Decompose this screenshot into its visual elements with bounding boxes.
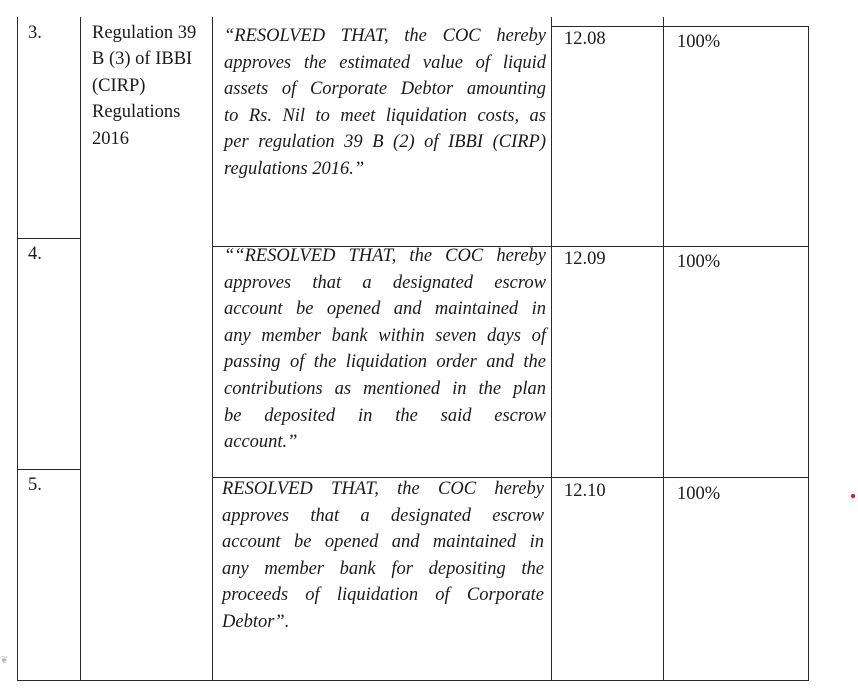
- red-ink-dot: [851, 494, 855, 498]
- column-divider-serial: [80, 17, 81, 681]
- table-border-bottom: [17, 680, 809, 681]
- resolution-line: per regulation 39 B (2) of IBBI (CIRP): [224, 132, 546, 153]
- serial-number: 4.: [28, 244, 42, 264]
- resolution-line: any member bank for depositing the: [222, 558, 544, 579]
- resolution-line: account be opened and maintained in: [224, 299, 546, 320]
- serial-number: 3.: [28, 23, 42, 43]
- resolution-line: assets of Corporate Debtor amounting: [224, 79, 546, 100]
- vote-percentage: 100%: [677, 32, 721, 52]
- resolution-line: be deposited in the said escrow: [224, 405, 546, 426]
- table-border-left: [17, 17, 18, 681]
- regulation-line: 2016: [92, 129, 129, 149]
- item-number: 12.09: [564, 249, 606, 269]
- resolution-line: any member bank within seven days of: [224, 325, 546, 346]
- regulation-line: B (3) of IBBI: [92, 49, 193, 69]
- margin-scribble-icon: ❦: [0, 655, 9, 666]
- resolution-line: regulations 2016.”: [224, 158, 365, 179]
- resolution-line: approves the estimated value of liquid: [224, 52, 546, 73]
- vote-percentage: 100%: [677, 484, 721, 504]
- resolution-line: approves that a designated escrow: [224, 272, 546, 293]
- column-divider-regulation: [212, 17, 213, 681]
- serial-number: 5.: [28, 475, 42, 495]
- resolution-line: passing of the liquidation order and the: [224, 352, 546, 373]
- regulation-line: Regulations: [92, 102, 181, 122]
- resolution-text: [224, 23, 546, 183]
- resolution-line: “RESOLVED THAT, the COC hereby: [224, 26, 546, 46]
- column-divider-resolution: [551, 17, 552, 681]
- resolution-line: account be opened and maintained in: [222, 532, 544, 553]
- resolution-text: [224, 243, 546, 456]
- resolution-line: approves that a designated escrow: [222, 505, 544, 526]
- regulation-line: (CIRP): [92, 76, 146, 96]
- resolution-line: Debtor”.: [222, 611, 290, 632]
- item-number: 12.08: [564, 29, 606, 49]
- resolution-line: proceeds of liquidation of Corporate: [222, 585, 544, 606]
- resolution-text: [222, 476, 544, 636]
- resolution-line: ““RESOLVED THAT, the COC hereby: [224, 246, 546, 266]
- row-divider-3-4-serial: [17, 238, 81, 239]
- resolution-line: to Rs. Nil to meet liquidation costs, as: [224, 105, 546, 126]
- item-number: 12.10: [564, 481, 606, 501]
- regulation-line: Regulation 39: [92, 23, 197, 43]
- vote-percentage: 100%: [677, 252, 721, 272]
- row-divider-4-5-serial: [17, 469, 81, 470]
- column-divider-item: [663, 17, 664, 681]
- resolution-line: contributions as mentioned in the plan: [224, 378, 546, 399]
- resolution-line: account.”: [224, 432, 298, 453]
- table-border-right: [808, 26, 809, 681]
- resolution-line: RESOLVED THAT, the COC hereby: [222, 479, 544, 499]
